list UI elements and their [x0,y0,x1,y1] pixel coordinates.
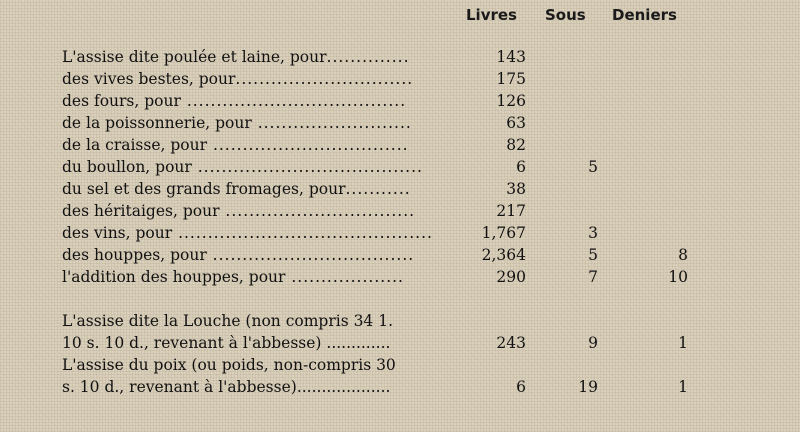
row-label: de la poissonnerie, pour [62,114,252,132]
row-sous: 19 [578,378,598,396]
row-sous: 5 [588,246,598,264]
ledger-row [62,156,702,178]
row-label: des vins, pour [62,224,173,242]
row-dots: .......................... [251,114,412,132]
row-dots: ........................................... [172,224,433,242]
header-deniers: Deniers [612,6,677,24]
row-label-wrap [62,156,454,178]
row-dots: ...................................... [191,158,423,176]
header-livres: Livres [466,6,517,24]
row-label-wrap [62,68,454,90]
row-dots: ................... [285,268,404,286]
row-livres: 126 [496,92,526,110]
row-label-line2: 10 s. 10 d., revenant à l'abbesse) [62,334,322,352]
row-label-wrap [62,46,454,68]
row-label-line2-wrap [62,376,454,398]
row-livres: 217 [496,202,526,220]
row-label-line2-wrap [62,332,454,354]
row-label-wrap [62,112,454,134]
row-label: l'addition des houppes, pour [62,268,286,286]
row-sous: 5 [588,158,598,176]
row-livres: 6 [516,158,526,176]
ledger-row [62,200,702,222]
row-sous: 7 [588,268,598,286]
row-label-wrap [62,266,454,288]
ledger-multiline-row [62,310,702,354]
ledger-row [62,134,702,156]
ledger-row [62,90,702,112]
row-livres: 63 [506,114,526,132]
row-label-line1: L'assise du poix (ou poids, non-compris 30 [62,356,396,374]
row-label-wrap [62,200,454,222]
header-sous: Sous [545,6,586,24]
row-deniers: 1 [678,378,688,396]
row-deniers: 10 [668,268,688,286]
row-deniers: 1 [678,334,688,352]
row-livres: 143 [496,48,526,66]
ledger-row [62,46,702,68]
row-dots: ................... [296,378,391,396]
row-dots: .................................. [206,246,415,264]
ledger-row [62,222,702,244]
row-label: de la craisse, pour [62,136,208,154]
row-livres: 1,767 [481,224,526,242]
row-dots: ............. [321,334,391,352]
row-livres: 243 [496,334,526,352]
ledger-row [62,266,702,288]
row-label-wrap [62,134,454,156]
row-label: du sel et des grands fromages, pour [62,180,346,198]
row-livres: 82 [506,136,526,154]
row-sous: 9 [588,334,598,352]
row-label: L'assise dite poulée et laine, pour [62,48,327,66]
row-label-wrap [62,178,454,200]
ledger-row [62,178,702,200]
row-dots: .............................. [235,70,414,88]
ledger-row [62,68,702,90]
row-label-line2: s. 10 d., revenant à l'abbesse) [62,378,297,396]
row-livres: 2,364 [481,246,526,264]
row-dots: ................................. [207,136,409,154]
row-livres: 6 [516,378,526,396]
row-label: des vives bestes, pour [62,70,236,88]
row-label-wrap [62,244,454,266]
row-livres: 175 [496,70,526,88]
ledger-multiline-row [62,354,702,398]
row-label: du boullon, pour [62,158,192,176]
row-label: des houppes, pour [62,246,207,264]
ledger-row [62,112,702,134]
row-dots: ................................ [219,202,416,220]
row-dots: .............. [326,48,410,66]
row-label-wrap [62,90,454,112]
ledger-row [62,244,702,266]
row-deniers: 8 [678,246,688,264]
row-label-line1: L'assise dite la Louche (non compris 34 1. [62,312,394,330]
row-label: des héritaiges, pour [62,202,220,220]
row-dots: ..................................... [180,92,407,110]
row-label: des fours, pour [62,92,181,110]
row-livres: 290 [496,268,526,286]
row-dots: ........... [345,180,411,198]
row-label-wrap [62,222,454,244]
row-livres: 38 [506,180,526,198]
row-sous: 3 [588,224,598,242]
